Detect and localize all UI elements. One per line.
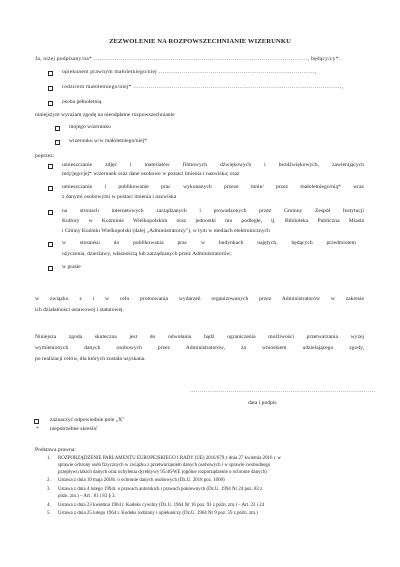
legal-item-5-line-1: Ustawa z dnia 25 lutego 1964 r. Kodeks rodzinny i opiekuńczy (Dz.U. 1964 Nr 9 poz. 59 z późn. zm.) (58, 511, 258, 516)
legal-item-1-line-1: ROZPORZĄDZENIE PARLAMENTU EUROPEJSKIEGO I RADY (UE) 2016/679 z dnia 27 kwietnia 2016 r. w (58, 456, 281, 461)
checkbox-means-works[interactable] (48, 186, 53, 191)
through-label: poprzez: (35, 153, 55, 159)
checkbox-means-press[interactable] (48, 266, 53, 271)
checkbox-minor-image[interactable] (55, 140, 60, 145)
means-websites-line-2: Kultury w Koźminie Wielkopolskim oraz jednostki mu podległe, tj. Biblioteka Publiczna Miasta (62, 218, 364, 224)
means-works-line-1: umieszczanie i publikowanie prac wykonanych przeze mnie/ przez małoletniego/nią* wraz (62, 184, 364, 190)
note-strike-out: niepotrzebne skreślić (50, 426, 98, 432)
signer-name-line: Ja, niżej podpisany/na* …………………………………………………………………………………………………, będący/cy*: (35, 56, 341, 62)
means-buildings-line-1: w stosunku do publikowania prac w budynkach najętych, będących przedmiotem (62, 240, 356, 246)
checkbox-legal-guardian[interactable] (48, 71, 53, 76)
checkbox-adult[interactable] (48, 101, 53, 106)
legal-item-1-line-2: sprawie ochrony osób fizycznych w związku z przetwarzaniem danych osobowych i w sprawie swobodnego (58, 463, 271, 468)
legal-item-number: 5. (47, 511, 51, 516)
validity-line-2: wymienionych danych osobowych przez Administratorów, za wnioskiem udzielającego zgody, (35, 345, 364, 351)
legal-item-4-line-1: Ustawa z dnia 23 kwietnia 1964 r. Kodeks cywilny (Dz.U. 1964 Nr 16 poz. 93 z późn. zm.) – Art. 23 i 24 (58, 503, 265, 508)
checkbox-means-photos[interactable] (48, 164, 53, 169)
means-photos-line-2: mój/jego/jej* wizerunek oraz dane osobowe w postaci imienia i nazwiska; oraz (62, 171, 240, 177)
checkbox-means-buildings[interactable] (48, 242, 53, 247)
means-works-line-2: z danymi osobowymi w postaci imienia i nazwiska (62, 194, 177, 200)
checkbox-parent[interactable] (48, 86, 53, 91)
legal-item-3-line-1: Ustawa z dnia 4 lutego 1994r. o prawach autorskich i prawach pokrewnych (Dz.U. 1994 Nr 24 poz. 83 z (58, 487, 263, 492)
checkbox-means-websites[interactable] (48, 210, 53, 215)
asterisk-icon: * (36, 426, 39, 432)
means-websites-line-1: na stronach internetowych zarządzanych i prowadzonych przez Gminny Zespół Instytucji (62, 208, 364, 214)
purpose-line-1: w związku z i w celu promowania wydarzeń organizowanych przez Administratorów w zakresie (35, 296, 364, 302)
legal-item-number: 2. (47, 478, 51, 483)
legal-item-1-line-3: przepływu takich danych oraz uchylenia dyrektywy 95/46/WE (ogólne rozporządzenie o ochronie danych) (58, 470, 267, 475)
legal-item-3-line-2: późn. zm.) – Art . 81 i 83 § 3. (58, 494, 116, 499)
means-photos-line-1: umieszczanie zdjęć i materiałów filmowych dźwiękowych i bezdźwiękowych, zawierających (62, 162, 364, 168)
note-mark-x: zaznaczyć odpowiednie pole „X" (50, 417, 125, 423)
legal-item-2-line-1: Ustawa z dnia 10 maja 2018r. o ochronie danych osobowych (Dz.U. 2018 poz. 1000) (58, 478, 225, 483)
role-adult: osoba pełnoletnią (62, 99, 102, 105)
signature-label: data i podpis (248, 400, 277, 406)
document-title: ZEZWOLENIE NA ROZPOWSZECHNIANIE WIZERUNKU (109, 38, 291, 45)
means-press: w prasie (62, 264, 81, 270)
option-minor-image: wizerunku w/w małoletniego/niej* (69, 138, 147, 144)
signature-line[interactable]: …………………………………………………………………………………… (190, 388, 376, 394)
means-websites-line-3: i Gminy Koźmin Wielkopolski (dalej „Administratorzy"), w tym w mediach elektronicznych (62, 228, 270, 234)
legal-basis-title: Podstawa prawna: (35, 447, 76, 453)
legal-item-number: 1. (47, 456, 51, 461)
means-buildings-line-2: użyczenia, dzierżawy, własnością lub zarządzanych przez Administratorów; (62, 251, 232, 257)
legal-item-number: 3. (47, 487, 51, 492)
role-parent: rodzicem małoletniego/niej* ………………………………………………………………………………………………, (62, 84, 344, 90)
checkbox-own-image[interactable] (55, 126, 60, 131)
validity-line-3: po realizacji celów, dla których została uzyskana. (35, 356, 146, 362)
purpose-line-2: ich działalności ustawowej i statutowej. (35, 307, 125, 313)
consent-intro: niniejszym wyrażam zgodę na nieodpłatne rozpowszechnianie (35, 112, 175, 118)
legal-item-number: 4. (47, 503, 51, 508)
note-checkbox-icon (34, 419, 39, 424)
role-legal-guardian: opiekunem prawnym małoletniego/niej ………………………………………………………………………, (62, 69, 317, 75)
validity-line-1: Niniejsza zgoda skuteczna jest do odwołania bądź ograniczenia możliwości przetwarzania wyżej (35, 334, 364, 340)
option-own-image: mojego wizerunku (69, 124, 111, 130)
